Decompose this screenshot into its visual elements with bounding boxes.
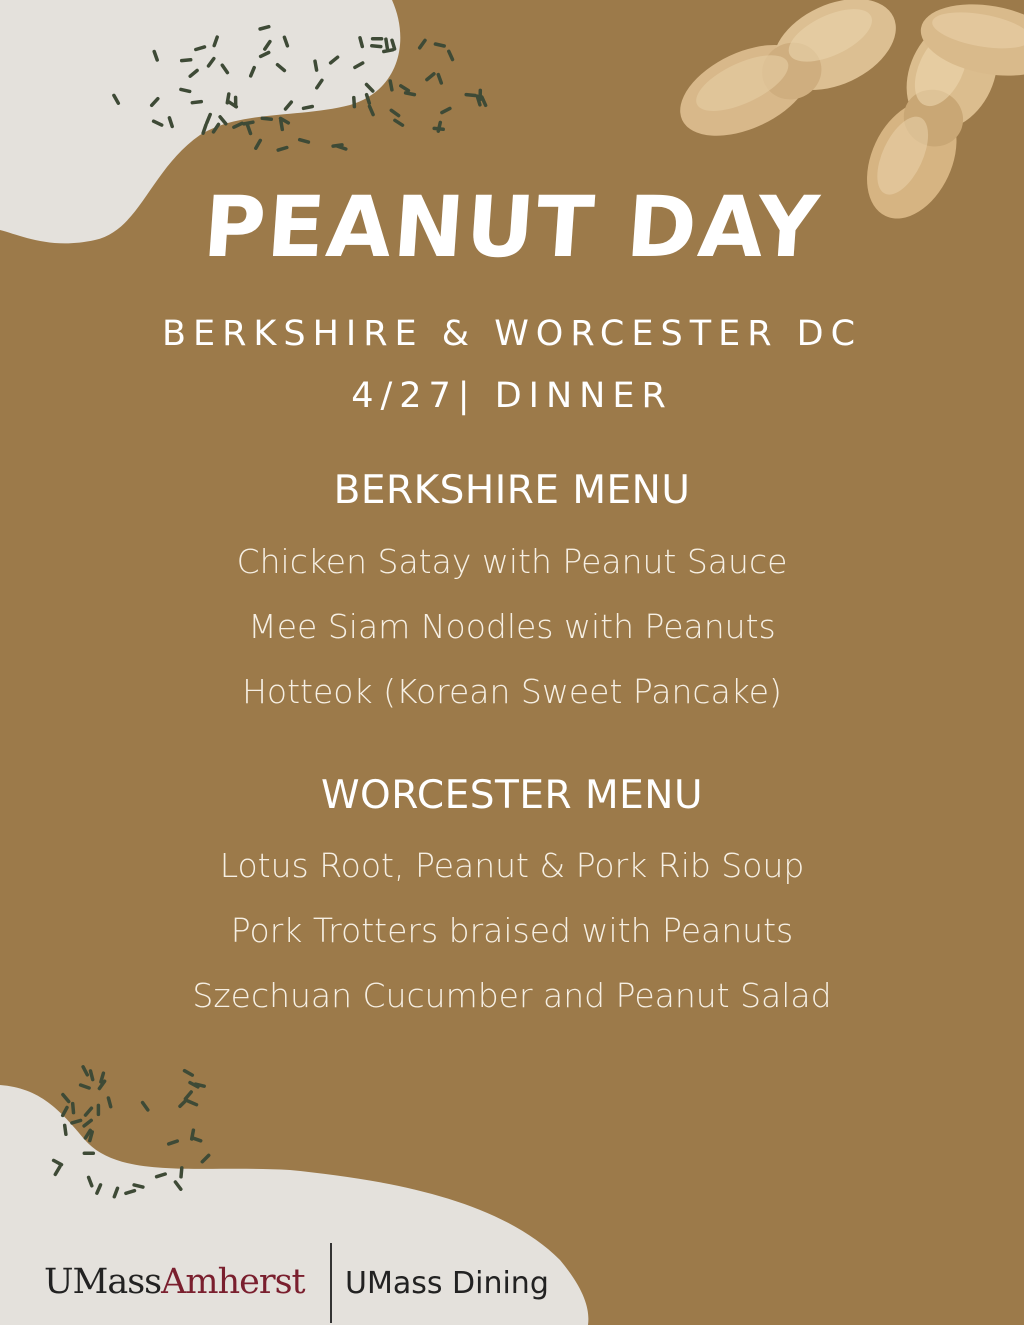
berkshire-menu-heading: BERKSHIRE MENU <box>333 468 691 513</box>
sprinkle-dash <box>337 146 346 149</box>
sprinkle-dash <box>260 27 269 29</box>
sprinkle-dash <box>86 1108 92 1115</box>
sprinkle-dash <box>65 1125 66 1134</box>
sprinkle-dash <box>244 122 253 124</box>
sprinkle-dash <box>185 1092 191 1099</box>
sprinkle-dash <box>386 39 387 48</box>
sprinkle-dash <box>234 123 242 127</box>
sprinkle-dash <box>185 1071 193 1075</box>
sprinkle-dash <box>390 81 392 90</box>
sprinkle-dash <box>466 95 475 96</box>
worcester-menu-item: Lotus Root, Peanut & Pork Rib Soup <box>219 846 805 885</box>
umass-dining-label: UMass Dining <box>345 1266 549 1301</box>
sprinkle-dash <box>83 1067 87 1075</box>
logo-divider <box>330 1243 332 1323</box>
sprinkle-dash <box>438 75 441 83</box>
location-subtitle: BERKSHIRE & WORCESTER DC <box>161 314 863 354</box>
sprinkle-dash <box>482 97 486 105</box>
sprinkle-dash <box>181 1168 182 1177</box>
sprinkle-dash <box>395 120 403 125</box>
sprinkle-dash <box>406 93 415 95</box>
sprinkle-dash <box>143 1103 148 1110</box>
date-subtitle: 4/27| DINNER <box>351 376 673 416</box>
berkshire-menu-item: Hotteok (Korean Sweet Pancake) <box>242 672 782 711</box>
worcester-menu-item: Pork Trotters braised with Peanuts <box>230 911 794 950</box>
sprinkle-dash <box>126 1191 135 1194</box>
sprinkle-dash <box>108 1098 110 1107</box>
sprinkle-dash <box>81 1085 90 1088</box>
sprinkle-dash <box>192 1130 194 1139</box>
sprinkle-dash <box>278 148 287 151</box>
sprinkle-dash <box>63 1095 69 1102</box>
sprinkle-dash <box>315 61 317 70</box>
sprinkle-dash <box>180 1100 186 1106</box>
sprinkle-dash <box>262 118 271 119</box>
logo-amherst-text: Amherst <box>161 1262 305 1302</box>
sprinkle-dash <box>202 1155 208 1161</box>
sprinkle-dash <box>101 1073 104 1082</box>
poster-title: PEANUT DAY <box>200 178 824 276</box>
sprinkle-dash <box>90 1132 92 1141</box>
umass-amherst-logo <box>44 1262 305 1302</box>
sprinkle-dash <box>72 1120 81 1123</box>
sprinkle-dash <box>420 40 425 47</box>
sprinkle-dash <box>304 107 313 109</box>
sprinkle-dash <box>401 86 409 91</box>
sprinkle-dash <box>169 1141 178 1144</box>
sprinkle-dash <box>84 1120 91 1126</box>
logo-umass-text: UMass <box>44 1262 162 1302</box>
sprinkle-dash <box>438 122 440 131</box>
sprinkle-dash <box>442 108 450 112</box>
sprinkle-dash <box>300 140 309 142</box>
worcester-menu-item: Szechuan Cucumber and Peanut Salad <box>192 976 832 1015</box>
sprinkle-dash <box>392 40 395 49</box>
sprinkle-dash <box>192 102 201 103</box>
sprinkle-dash <box>391 110 398 115</box>
sprinkle-dash <box>188 1101 196 1105</box>
sprinkle-dash <box>63 1108 67 1116</box>
sprinkle-dash <box>427 74 434 80</box>
berkshire-menu-item: Chicken Satay with Peanut Sauce <box>236 542 788 581</box>
sprinkle-dash <box>73 1104 74 1113</box>
sprinkle-dash <box>354 98 355 107</box>
sprinkle-dash <box>370 106 374 114</box>
sprinkle-dash <box>181 89 190 91</box>
worcester-menu-heading: WORCESTER MENU <box>320 773 703 818</box>
sprinkle-dash <box>449 51 453 59</box>
sprinkle-dash <box>134 1185 143 1187</box>
berkshire-menu-item: Mee Siam Noodles with Peanuts <box>248 607 776 646</box>
sprinkle-dash <box>248 125 251 134</box>
sprinkle-dash <box>182 60 191 61</box>
sprinkle-dash <box>196 47 205 50</box>
sprinkle-dash <box>281 121 283 130</box>
sprinkle-dash <box>372 46 381 47</box>
sprinkle-dash <box>91 1071 93 1080</box>
sprinkle-dash <box>435 44 444 46</box>
sprinkle-dash <box>360 38 362 47</box>
sprinkle-dash <box>256 140 260 148</box>
sprinkle-dash <box>384 50 393 52</box>
